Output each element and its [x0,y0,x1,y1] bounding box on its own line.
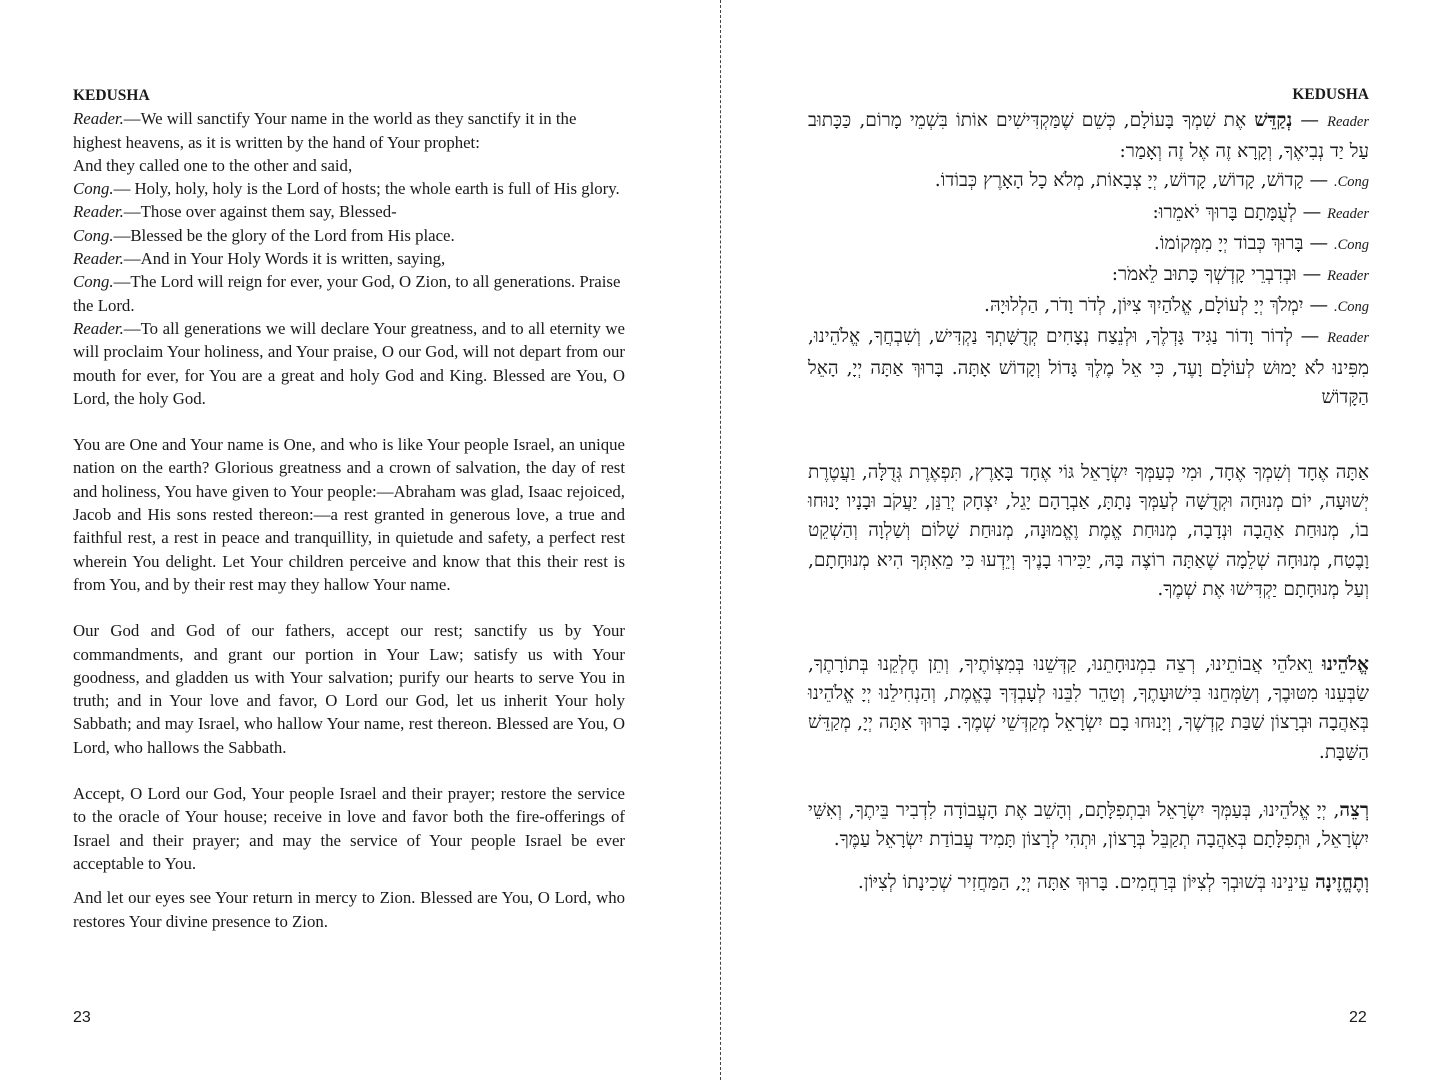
hebrew-line-reader-final: Reader — לְדוֹר וָדוֹר נַגִּיד גָּדְלֶךָ, וּלְנֵצַח נְצָחִים קְדֻשָּׁתְךָ נַקְדִּישׁ, וְשִׁבְחֲךָ, אֱלֹהֵינוּ, מִפִּינוּ לֹא יָמוּשׁ לְעוֹלָם וָעֶד, כִּי אֵל מֶלֶךְ גָּדוֹל וְקָדוֹשׁ אָתָּה. בָּרוּךְ אַתָּה יְיָ, הָאֵל הַקָּדוֹשׁ [808,326,1369,408]
role-label: Reader [1327,205,1369,222]
kedusha-line-text: —Those over against them say, Blessed- [123,202,397,222]
hebrew-paragraph-vetechezena [808,868,1369,897]
role-label: Reader. [73,318,124,338]
hebrew-line-text: לְדוֹר וָדוֹר נַגִּיד גָּדְלֶךָ, וּלְנֵצַח נְצָחִים קְדֻשָּׁתְךָ נַקְדִּישׁ, וְשִׁבְחֲךָ, אֱלֹהֵינוּ, מִפִּינוּ לֹא יָמוּשׁ לְעוֹלָם וָעֶד, כִּי אֵל מֶלֶךְ גָּדוֹל וְקָדוֹשׁ אָתָּה. בָּרוּךְ אַתָּה יְיָ, הָאֵל הַקָּדוֹשׁ [808,326,1369,408]
kedusha-line-text: —The Lord will reign for ever, your God, O Zion, to all generations. Praise the Lord. [73,272,621,315]
page-fold-divider [720,0,721,1080]
paragraph-our-god: Our God and God of our fathers, accept our rest; sanctify us by Your commandments, and grant our portion in Your Law; satisfy us with Your goodness, and gladden us with Your salvation; purify our hearts to serve You in truth; and in Your love and favor, O Lord our God, let us inherit Your holy Sabbath; and may Israel, who hallow Your name, rest thereon. Blessed are You, O Lord, who hallows the Sabbath. [73,621,625,757]
role-label: Cong. [73,272,114,292]
hebrew-line-reader-3: Reader — וּבְדִבְרֵי קָדְשְׁךָ כָּתוּב לֵאמֹר: [1111,264,1369,286]
hebrew-line-text: קָדוֹשׁ, קָדוֹשׁ, קָדוֹשׁ, יְיָ צְבָאוֹת, מְלֹא כָל הָאָרֶץ כְּבוֹדוֹ. [934,170,1304,192]
hebrew-paragraph-text: וֵאלֹהֵי אֲבוֹתֵינוּ, רְצֵה בִמְנוּחָתֵנוּ, קַדְּשֵׁנוּ בְּמִצְוֹתֶיךָ, וְתֵן חֶלְקֵנוּ בְּתוֹרָתֶךָ, שַׂבְּעֵנוּ מִטּוּבֶךָ, וְשַׂמְּחֵנוּ בִּישׁוּעָתֶךָ, וְטַהֵר לִבֵּנוּ לְעָבְדְּךָ בֶּאֱמֶת, וְהַנְחִילֵנוּ יְיָ אֱלֹהֵינוּ בְּאַהֲבָה וּבְרָצוֹן שַׁבַּת קָדְשֶׁךָ, וְיָנוּחוּ בָם יִשְׂרָאֵל מְקַדְּשֵׁי שְׁמֶךָ. בָּרוּךְ אַתָּה יְיָ, מְקַדֵּשׁ הַשַּׁבָּת. [808,654,1369,763]
hebrew-paragraph-retzei [808,796,1369,854]
role-label: Reader. [73,202,124,222]
hebrew-line-text: וּבְדִבְרֵי קָדְשְׁךָ כָּתוּב לֵאמֹר: [1111,264,1297,286]
paragraph-spacer [73,596,625,619]
kedusha-line-text: —We will sanctify Your name in the world as they sanctify it in the highest heavens, as it is written by the hand of Your prophet: [73,109,577,152]
kedusha-line-reader-2 [73,200,625,223]
role-label: Reader [1327,268,1369,285]
english-text-block [73,84,625,933]
hebrew-paragraph-text: אַתָּה אֶחָד וְשִׁמְךָ אֶחָד, וּמִי כְּעַמְּךָ יִשְׂרָאֵל גּוֹי אֶחָד בָּאָרֶץ, תִּפְאֶרֶת גְּדֻלָּה, וַעֲטֶרֶת יְשׁוּעָה, יוֹם מְנוּחָה וּקְדֻשָּׁה לְעַמְּךָ נָתָתָּ, אַבְרָהָם יָגֵל, יִצְחָק יְרַנֵּן, יַעֲקֹב וּבָנָיו יָנוּחוּ בוֹ, מְנוּחַת אַהֲבָה וּנְדָבָה, מְנוּחַת אֱמֶת וֶאֱמוּנָה, מְנוּחַת שָׁלוֹם וְשַׁלְוָה וְהַשְׁקֵט וָבֶטַח, מְנוּחָה שְׁלֵמָה שֶׁאַתָּה רוֹצֶה בָּהּ, יַכִּירוּ בָנֶיךָ וְיֵדְעוּ כִּי מֵאִתְּךָ הִיא מְנוּחָתָם, וְעַל מְנוּחָתָם יַקְדִּישׁוּ אֶת שְׁמֶךָ. [808,462,1369,600]
paragraph-spacer [73,759,625,782]
paragraph-spacer [73,410,625,433]
page-number-right: 22 [1349,1009,1367,1026]
kedusha-line-cong-3 [73,270,625,317]
page-number-left: 23 [73,1009,91,1026]
role-label: Cong. [1333,236,1369,253]
role-label: Cong. [1333,174,1369,191]
role-label: Cong. [73,225,114,245]
hebrew-lead-word: וְתֶחֱזֶינָה [1315,872,1369,894]
hebrew-heading: KEDUSHA [1292,86,1369,103]
kedusha-line-text: —To all generations we will declare Your greatness, and to all eternity we will proclaim Your holiness, and Your praise, O our God, will not depart from our mouth for ever, for You are a great and holy God and King. Blessed are You, O Lord, the holy God. [73,318,625,408]
hebrew-line-cong-3: Cong. — יִמְלֹךְ יְיָ לְעוֹלָם, אֱלֹהַיִךְ צִיּוֹן, לְדֹר וָדֹר, הַלְלוּיָהּ. [984,295,1369,317]
role-label: Cong. [73,179,114,199]
hebrew-paragraph-eloheinu [808,650,1369,767]
paragraph-you-are-one: You are One and Your name is One, and who is like Your people Israel, an unique nation on the earth? Glorious greatness and a crown of salvation, the day of rest and holiness, You have given to Your people:—Abraham was glad, Isaac rejoiced, Jacob and His sons rested thereon:—a rest granted in generous love, a true and faithful rest, a rest in peace and tranquillity, in quietude and safety, a perfect rest wherein You delight. Let Your children perceive and know that this their rest is from You, and by their rest may they hallow Your name. [73,435,625,594]
kedusha-line-reader-1 [73,107,625,154]
right-page [722,0,1439,1080]
hebrew-line-text: אֶת שִׁמְךָ בָּעוֹלָם, כְּשֵׁם שֶׁמַּקְדִּישִׁים אוֹתוֹ בִּשְׁמֵי מָרוֹם, כַּכָּתוּב עַל יַד נְבִיאֶךָ, וְקָרָא זֶה אֶל זֶה וְאָמַר: [808,110,1369,163]
role-label: Reader. [73,109,124,129]
kedusha-line-text: —And in Your Holy Words it is written, saying, [123,249,446,269]
kedusha-line-text: And they called one to the other and said, [73,155,353,175]
hebrew-text-block [808,84,1369,897]
kedusha-line-cong-2 [73,224,625,247]
hebrew-line-cong-2: Cong. — בָּרוּךְ כְּבוֹד יְיָ מִמְּקוֹמוֹ. [1153,232,1369,254]
hebrew-paragraph-text: , יְיָ אֱלֹהֵינוּ, בְּעַמְּךָ יִשְׂרָאֵל וּבִתְפִלָּתָם, וְהָשֵׁב אֶת הָעֲבוֹדָה לִדְבִיר בֵּיתֶךָ, וְאִשֵּׁי יִשְׂרָאֵל, וּתְפִלָּתָם בְּאַהֲבָה תְקַבֵּל בְּרָצוֹן, וּתְהִי לְרָצוֹן תָּמִיד עֲבוֹדַת יִשְׂרָאֵל עַמֶּךָ. [808,799,1369,851]
role-label: Cong. [1333,299,1369,316]
hebrew-line-text: בָּרוּךְ כְּבוֹד יְיָ מִמְּקוֹמוֹ. [1153,232,1304,254]
hebrew-line-text: יִמְלֹךְ יְיָ לְעוֹלָם, אֱלֹהַיִךְ צִיּוֹן, לְדֹר וָדֹר, הַלְלוּיָהּ. [984,295,1304,317]
role-label: Reader [1327,114,1369,130]
paragraph-let-our-eyes: And let our eyes see Your return in mercy to Zion. Blessed are You, O Lord, who restores Your divine presence to Zion. [73,888,625,931]
paragraph-spacer [808,854,1369,868]
paragraph-spacer [808,767,1369,796]
paragraph-spacer [73,875,625,886]
hebrew-line-text: לְעֻמָּתָם בָּרוּךְ יֹאמֵרוּ: [1152,201,1297,223]
role-label: Reader. [73,249,124,269]
paragraph-accept: Accept, O Lord our God, Your people Israel and their prayer; restore the service to the oracle of Your house; receive in love and favor both the fire-offerings of Israel and their prayer; and may the service of Your people Israel be ever acceptable to You. [73,784,625,873]
hebrew-lead-word: רְצֵה [1339,799,1369,821]
kedusha-line-reader-3 [73,247,625,270]
english-heading: KEDUSHA [73,87,150,104]
hebrew-lead-word: נְקַדֵּשׁ [1254,110,1293,131]
kedusha-line-text: — Holy, holy, holy is the Lord of hosts; the whole earth is full of His glory. [113,179,620,199]
role-label: Reader [1327,330,1369,347]
kedusha-line-reader-final [73,317,625,410]
paragraph-spacer [808,412,1369,458]
kedusha-line-cong-1 [73,177,625,200]
hebrew-paragraph-text: עֵינֵינוּ בְּשׁוּבְךָ לְצִיּוֹן בְּרַחֲמִים. בָּרוּךְ אַתָּה יְיָ, הַמַּחֲזִיר שְׁכִינָתוֹ לְצִיּוֹן. [857,872,1316,894]
left-page [0,0,719,1080]
hebrew-line-reader-2: Reader — לְעֻמָּתָם בָּרוּךְ יֹאמֵרוּ: [1152,201,1369,223]
hebrew-line-cong-1: Cong. — קָדוֹשׁ, קָדוֹשׁ, קָדוֹשׁ, יְיָ צְבָאוֹת, מְלֹא כָל הָאָרֶץ כְּבוֹדוֹ. [934,170,1369,192]
hebrew-line-reader-1: Reader — נְקַדֵּשׁ אֶת שִׁמְךָ בָּעוֹלָם, כְּשֵׁם שֶׁמַּקְדִּישִׁים אוֹתוֹ בִּשְׁמֵי מָרוֹם, כַּכָּתוּב עַל יַד נְבִיאֶךָ, וְקָרָא זֶה אֶל זֶה וְאָמַר: [808,110,1369,163]
hebrew-lead-word: אֱלֹהֵינוּ [1321,654,1369,676]
kedusha-line-text: —Blessed be the glory of the Lord from His place. [113,225,455,245]
paragraph-spacer [808,604,1369,650]
kedusha-line-plain [73,154,625,177]
hebrew-paragraph-ata-echad [808,458,1369,604]
